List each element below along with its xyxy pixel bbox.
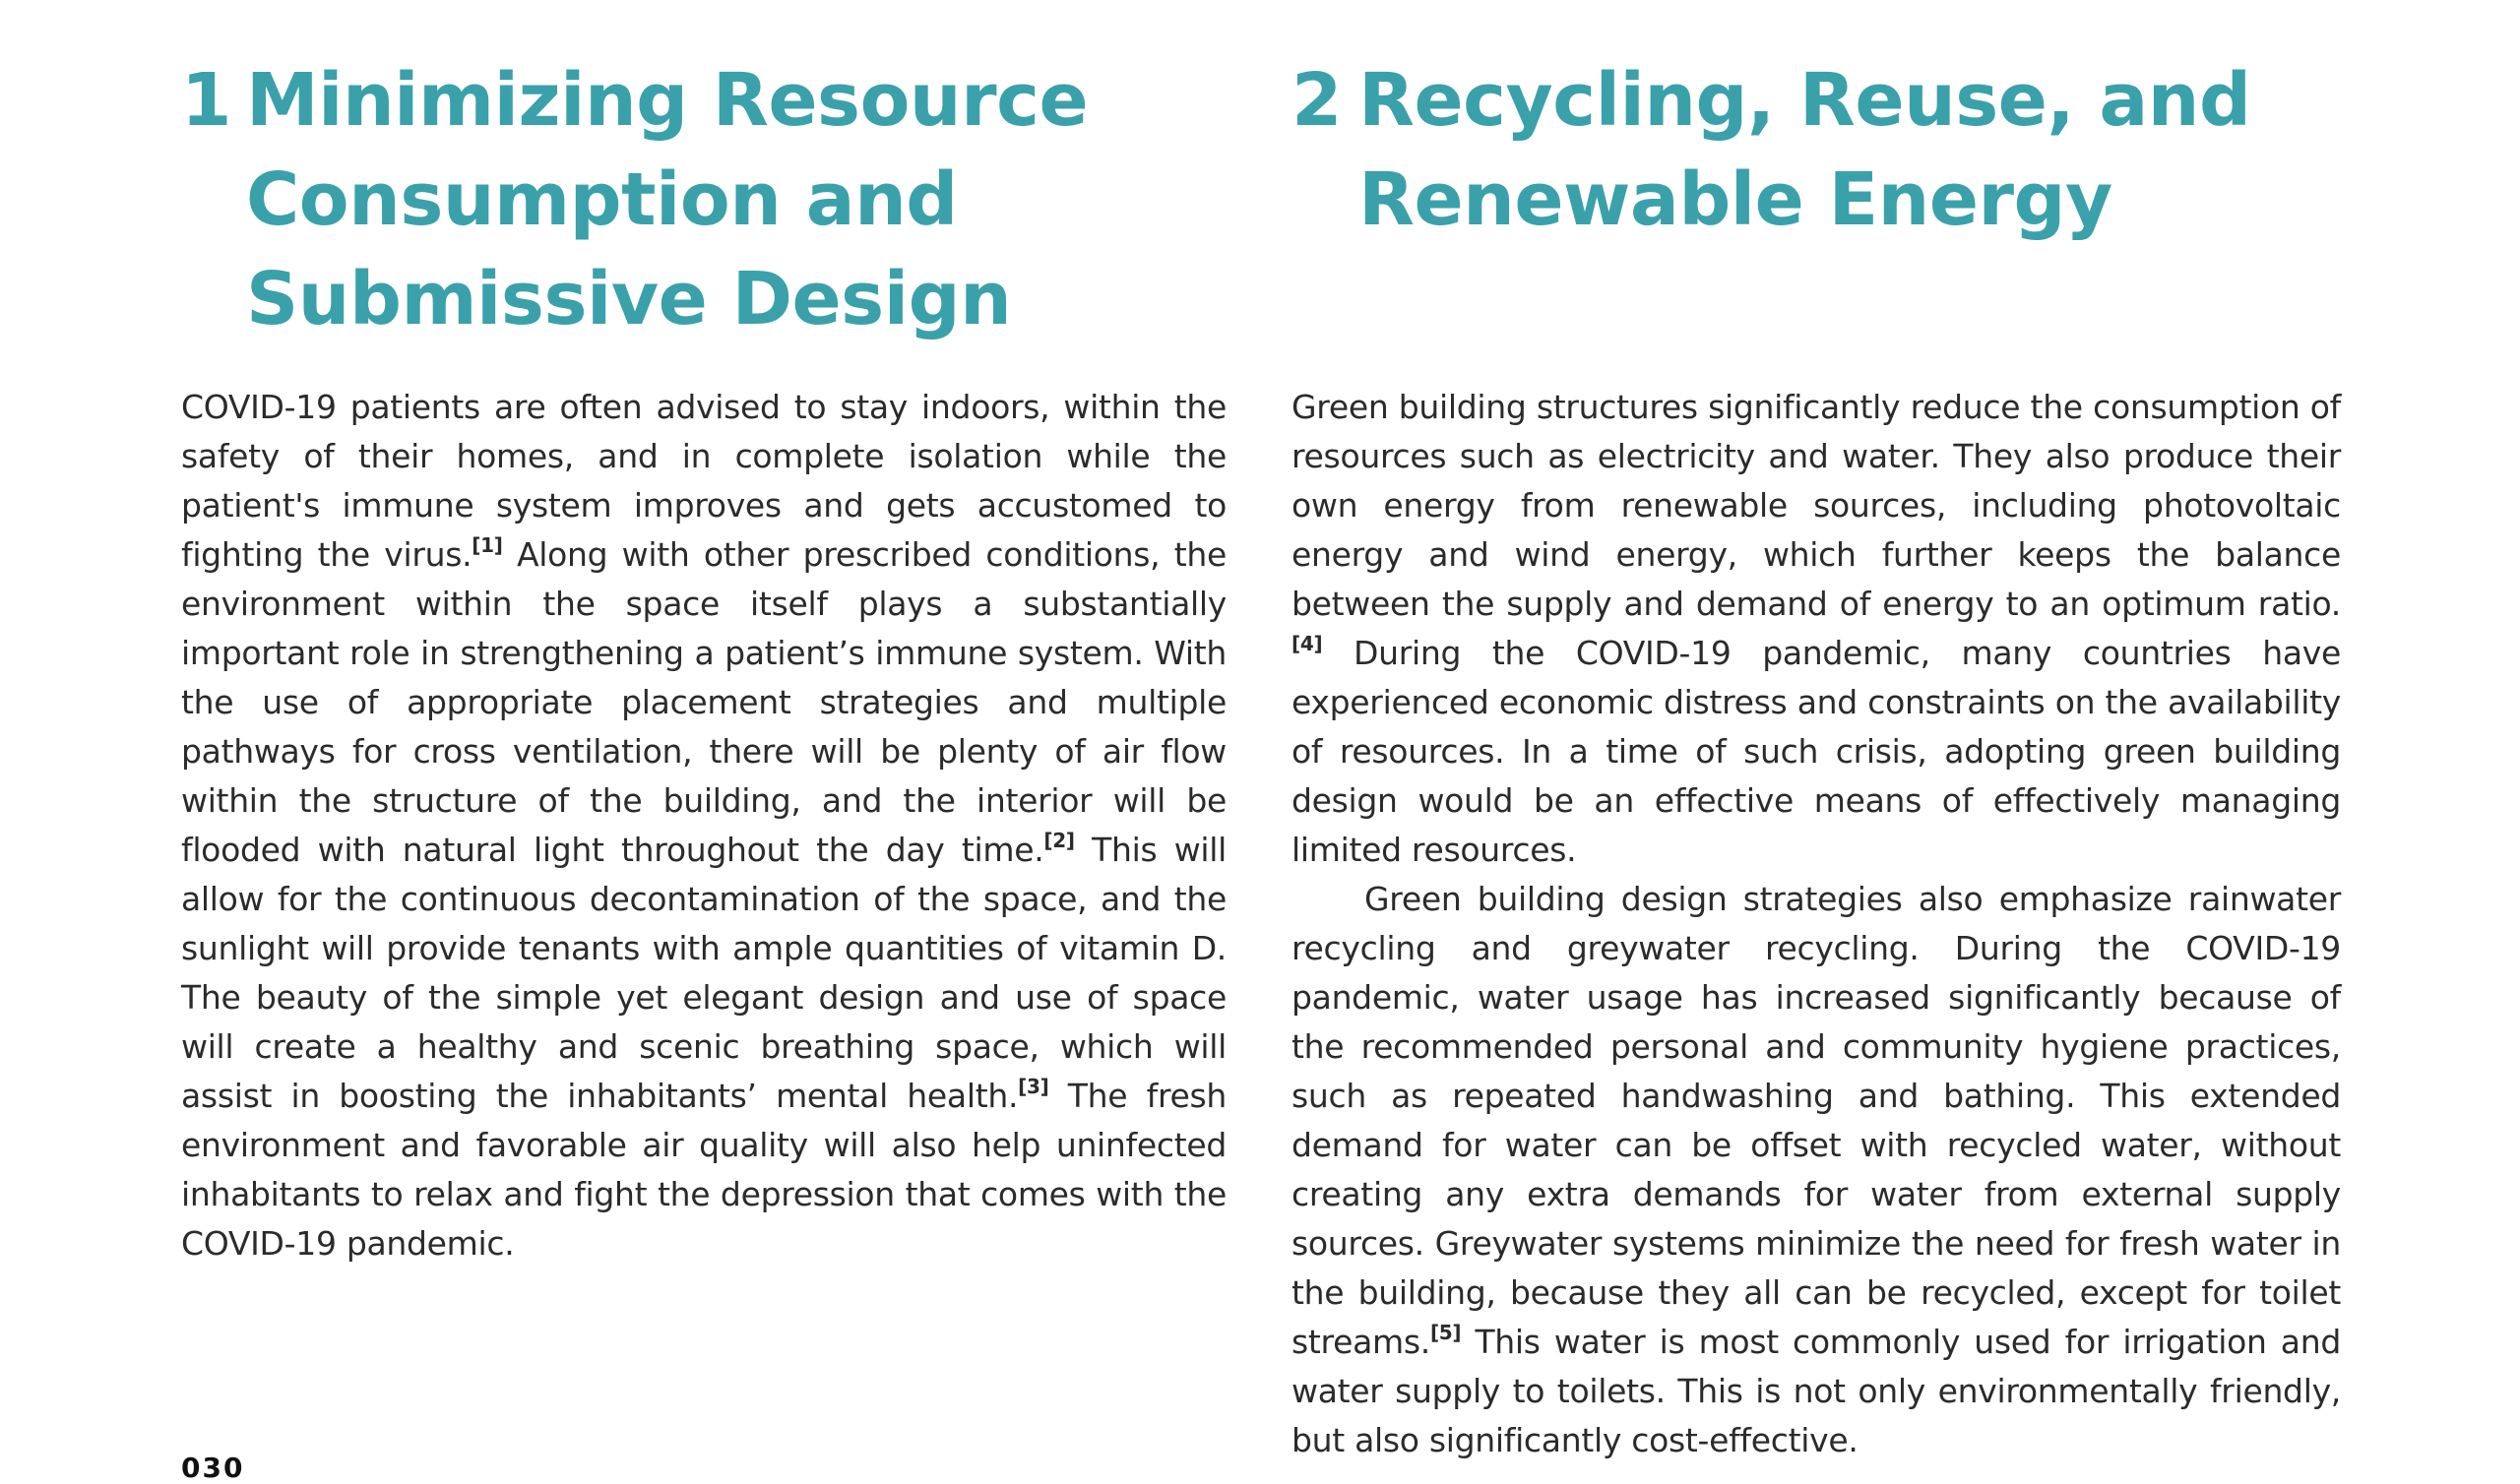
body-paragraph <box>181 383 1227 1268</box>
section-heading <box>1292 51 2341 349</box>
body-paragraph <box>1292 383 2341 875</box>
footnote-reference: [4] <box>1292 632 1323 655</box>
section-title-line: Renewable Energy <box>1358 157 2112 242</box>
footnote-reference: [2] <box>1043 829 1075 852</box>
section-body <box>181 383 1227 1268</box>
section-title-line: Consumption and <box>246 157 958 242</box>
section-heading <box>181 51 1227 349</box>
body-paragraph <box>1292 875 2341 1465</box>
footnote-reference: [1] <box>472 533 503 557</box>
paragraph-text: Along with other prescribed conditions, the environment within the space itself plays a substantially important role in strengthening a patient’s immune system. With the use of appropriate placement strategies and multiple pathways for cross ventilation, there will be plenty of air flow within the structure of the building, and the interior will be flooded with natural light throughout the day time. <box>181 535 1227 869</box>
paragraph-text: Green building structures significantly reduce the consumption of resources such as electricity and water. They also produce their own energy from renewable sources, including photovoltaic energy and wind energy, which further keeps the balance between the supply and demand of energy to an optimum ratio. <box>1292 388 2341 623</box>
section-number: 2 <box>1292 58 1342 143</box>
section-body <box>1292 383 2341 1465</box>
section-title-line: Recycling, Reuse, and <box>1358 58 2251 143</box>
section-minimizing-resource-consumption <box>181 51 1227 1263</box>
paragraph-text: This water is most commonly used for irrigation and water supply to toilets. This is not only environmentally friendly, but also significantly cost-effective. <box>1292 1323 2341 1459</box>
page-number: 030 <box>181 1452 245 1484</box>
paragraph-text: During the COVID-19 pandemic, many countries have experienced economic distress and constraints on the availability of resources. In a time of such crisis, adopting green building design would be an effective means of effectively managing limited resources. <box>1292 634 2341 869</box>
section-number: 1 <box>181 58 231 143</box>
paragraph-text: Green building design strategies also emphasize rainwater recycling and greywater recycling. During the COVID-19 pandemic, water usage has increased significantly because of the recommended personal and community hygiene practices, such as repeated handwashing and bathing. This extended demand for water can be offset with recycled water, without creating any extra demands for water from external supply sources. Greywater systems minimize the need for fresh water in the building, because they all can be recycled, except for toilet streams. <box>1292 880 2341 1361</box>
section-recycling-reuse-renewable-energy <box>1292 51 2341 1459</box>
footnote-reference: [5] <box>1429 1321 1462 1344</box>
paragraph-text: COVID-19 patients are often advised to stay indoors, within the safety of their homes, and in complete isolation while the patient's immune system improves and gets accustomed to fighting the virus. <box>181 388 1227 574</box>
paragraph-text: The fresh environment and favorable air quality will also help uninfected inhabitants to relax and fight the depression that comes with the COVID-19 pandemic. <box>181 1077 1227 1263</box>
section-title-line: Submissive Design <box>246 257 1012 341</box>
section-title-line: Minimizing Resource <box>246 58 1089 143</box>
footnote-reference: [3] <box>1018 1075 1049 1098</box>
paragraph-text: This will allow for the continuous decontamination of the space, and the sunlight will provide tenants with ample quantities of vitamin D. The beauty of the simple yet elegant design and use of space will create a healthy and scenic breathing space, which will assist in boosting the inhabitants’ mental health. <box>181 831 1227 1115</box>
